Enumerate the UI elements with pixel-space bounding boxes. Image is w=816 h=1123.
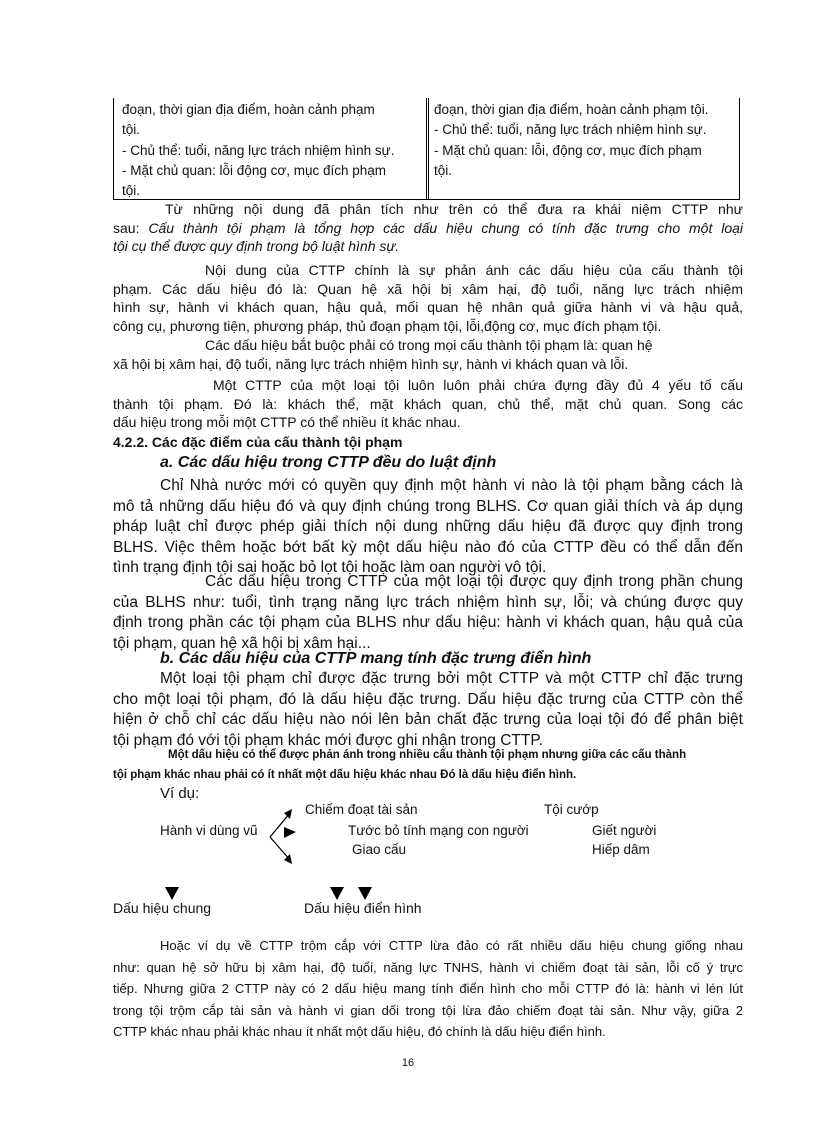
text-line: Một CTTP của một loại tội luôn luôn phải chứa đựng đầy đủ 4 yếu tố cấu <box>213 377 743 393</box>
text-line: pháp luật chỉ được phép giải thích nội dung những dấu hiệu đã được quy định trong <box>113 518 743 536</box>
subheading-a: a. Các dấu hiệu trong CTTP đều do luật định <box>160 454 497 471</box>
text-line: mô tả những dấu hiệu đó và quy định chúng trong BLHS. Cơ quan giải thích và áp dụng <box>113 497 743 515</box>
table-line: tội. <box>122 183 141 199</box>
paragraph-content <box>113 261 743 335</box>
text-line: hiện ở chỗ chỉ các dấu hiệu nào nói lên bản chất đặc trưng của loại tội đó để phân biệt <box>113 711 743 729</box>
text-line: của BLHS như: tuổi, tình trạng năng lực trách nhiệm hình sự, lỗi; và chúng được quy <box>113 593 743 611</box>
text-line: định trong phần các tội phạm của BLHS như dấu hiệu: hành vi khách quan, hậu quả của <box>113 614 743 632</box>
table-line: - Mặt chủ quan: lỗi động cơ, mục đích phạm <box>122 162 386 178</box>
text-line: sau: <box>113 219 149 236</box>
comparison-table <box>113 98 740 200</box>
text-line: BLHS. Việc thêm hoặc bớt bất kỳ một dấu hiệu nào đó của CTTP đều có thể dẫn đến <box>113 538 743 556</box>
text-line: Một loại tội phạm chỉ được đặc trưng bởi một CTTP và một CTTP chỉ đặc trưng <box>160 670 743 687</box>
text-line: tội phạm đó với tội phạm khác mới được ghi nhận trong CTTP. <box>113 731 544 749</box>
paragraph-mandatory <box>113 336 743 373</box>
typical-sign-label: Dấu hiệu điển hình <box>304 900 422 916</box>
example-item: Tước bỏ tính mạng con người <box>348 823 529 838</box>
text-line: hình sự, hành vi khách quan, hậu quả, mối quan hệ nhân quả giữa hành vi và hậu quả, <box>113 299 743 316</box>
paragraph-definition <box>113 200 743 256</box>
paragraph-law-defined <box>113 476 743 579</box>
text-line: Một dấu hiệu có thể được phản ánh trong nhiều cấu thành tội phạm nhưng giữa các cấu thành <box>168 749 687 761</box>
text-line: Nội dung của CTTP chính là sự phản ánh các dấu hiệu của cấu thành tội <box>205 262 743 278</box>
example-crime: Hiếp dâm <box>592 842 650 857</box>
table-cell-left <box>122 100 422 201</box>
paragraph-typical <box>113 669 743 751</box>
example-item: Chiếm đoạt tài sản <box>305 802 418 817</box>
text-line: trong tội trộm cắp tài sản và hành vi gian dối trong tội lừa đảo chiếm đoạt tài sản. Như vậy, giữa 2 <box>113 1002 743 1018</box>
table-divider <box>426 98 429 199</box>
table-line: - Chủ thể: tuổi, năng lực trách nhiệm hình sự. <box>122 142 395 158</box>
text-line: Từ những nội dung đã phân tích như trên có thể đưa ra khái niệm CTTP như <box>165 201 743 217</box>
text-line: dấu hiệu trong mỗi một CTTP có thể nhiều ít khác nhau. <box>113 414 461 431</box>
arrow-down-icon <box>358 887 372 900</box>
arrow-down-icon <box>165 887 179 900</box>
table-line: - Chủ thể: tuổi, năng lực trách nhiệm hình sự. <box>434 122 707 138</box>
text-line: tội phạm khác nhau phải có ít nhất một dấu hiệu khác nhau Đó là dấu hiệu điển hình. <box>113 769 577 781</box>
definition-italic: Cấu thành tội phạm là tổng hợp các dấu hiệu chung có tính đặc trưng cho một loại <box>148 219 743 236</box>
text-line: xã hội bị xâm hại, độ tuổi, năng lực trách nhiệm hình sự, hành vi khách quan và lỗi. <box>113 355 629 372</box>
text-line: thành tội phạm. Đó là: khách thể, mặt khách quan, chủ thể, mặt chủ quan. Song các <box>113 395 743 412</box>
text-line: Các dấu hiệu trong CTTP của một loại tội được quy định trong phần chung <box>205 573 743 590</box>
table-line: đoạn, thời gian địa điểm, hoàn cảnh phạm <box>122 102 375 117</box>
text-line: CTTP khác nhau phải khác nhau ít nhất một dấu hiệu, đó chính là dấu hiệu điển hình. <box>113 1024 606 1040</box>
text-line: cho một loại tội phạm, đó là dấu hiệu đặc trưng. Dấu hiệu đặc trưng của CTTP còn thể <box>113 690 743 708</box>
table-line: tội. <box>122 122 141 138</box>
example-label: Ví dụ: <box>160 785 200 802</box>
example-left-label: Hành vi dùng vũ <box>160 823 258 838</box>
page-number: 16 <box>401 1057 415 1069</box>
paragraph-four-elements <box>113 376 743 432</box>
text-line: tiếp. Nhưng giữa 2 CTTP này có 2 dấu hiệu mang tính điển hình cho mỗi CTTP đó là: hành vi lén lút <box>113 981 743 997</box>
text-line: Chỉ Nhà nước mới có quyền quy định một hành vi nào là tội phạm bằng cách là <box>160 477 743 494</box>
text-line: tình trạng định tội sai hoặc bỏ lọt tội hoặc làm oan người vô tội. <box>113 559 547 577</box>
paragraph-general-part <box>113 572 743 654</box>
paragraph-distinct-sign <box>113 745 743 785</box>
text-line: công cụ, phương tiện, phương pháp, thủ đoạn phạm tội, lỗi,động cơ, mục đích phạm tội. <box>113 317 662 334</box>
table-line: tội. <box>434 162 453 178</box>
example-crime: Tội cướp <box>544 802 599 817</box>
subheading-b: b. Các dấu hiệu của CTTP mang tính đặc trưng điển hình <box>160 650 592 667</box>
common-sign-label: Dấu hiệu chung <box>113 900 212 916</box>
table-cell-right <box>434 100 734 181</box>
branch-arrows-icon <box>260 805 310 870</box>
paragraph-theft-fraud <box>113 935 743 1043</box>
text-line: Các dấu hiệu bắt buộc phải có trong mọi cấu thành tội phạm là: quan hệ <box>205 337 653 353</box>
arrow-down-icon <box>330 887 344 900</box>
table-line: đoạn, thời gian địa điểm, hoàn cảnh phạm tội. <box>434 102 709 117</box>
text-line: tội phạm, quan hệ xã hội bị xâm hại... <box>113 634 371 652</box>
definition-italic: tội cụ thể được quy định trong bộ luật hình sự. <box>113 238 400 255</box>
table-line: - Mặt chủ quan: lỗi, động cơ, mục đích phạm <box>434 142 702 158</box>
example-item: Giao cấu <box>352 842 407 857</box>
text-line: Hoặc ví dụ về CTTP trộm cắp với CTTP lừa đảo có rất nhiều dấu hiệu chung giống nhau <box>160 938 743 953</box>
text-line: như: quan hệ sở hữu bị xâm hại, độ tuổi, năng lực TNHS, hành vi chiếm đoạt tài sản, lỗi cố ý trực <box>113 959 743 975</box>
text-line: phạm. Các dấu hiệu đó là: Quan hệ xã hội bị xâm hại, độ tuổi, năng lực trách nhiệm <box>113 280 743 297</box>
example-crime: Giết người <box>592 823 657 838</box>
section-heading: 4.2.2. Các đặc điểm của cấu thành tội phạm <box>113 434 403 450</box>
